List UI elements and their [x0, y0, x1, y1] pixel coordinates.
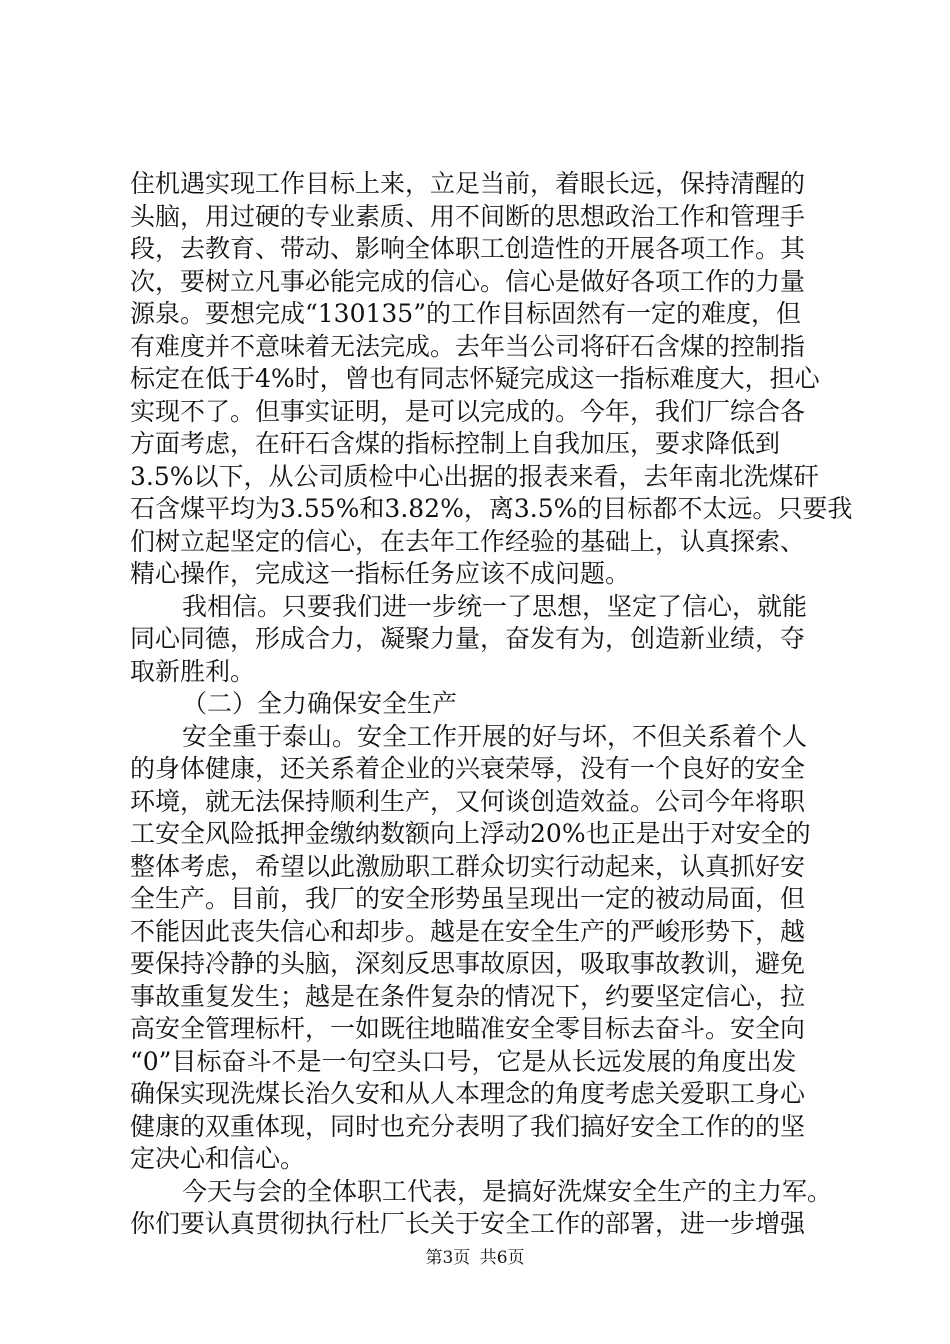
text-line: 环境，就无法保持顺利生产，又何谈创造效益。公司今年将职: [130, 786, 806, 816]
text-line: “0”目标奋斗不是一句空头口号，它是从长远发展的角度出发: [130, 1046, 797, 1076]
text-line: 3.5%以下，从公司质检中心出据的报表来看，去年南北洗煤矸: [130, 461, 819, 491]
body-text: [130, 168, 853, 1241]
page-number: 第3页: [425, 1248, 471, 1268]
text-line: 的身体健康，还关系着企业的兴衰荣辱，没有一个良好的安全: [130, 754, 806, 783]
text-line: 高安全管理标杆，一如既往地瞄准安全零目标去奋斗。安全向: [130, 1014, 806, 1043]
text-line: 取新胜利。: [130, 656, 256, 686]
text-line: 标定在低于4%时，曾也有同志怀疑完成这一指标难度大，担心: [130, 364, 820, 393]
text-line: 次，要树立凡事必能完成的信心。信心是做好各项工作的力量: [130, 266, 806, 296]
text-line: （二）全力确保安全生产: [182, 689, 458, 718]
text-line: 精心操作，完成这一指标任务应该不成问题。: [130, 559, 631, 588]
text-line: 今天与会的全体职工代表，是搞好洗煤安全生产的主力军。: [182, 1176, 833, 1206]
text-line: 整体考虑，希望以此激励职工群众切实行动起来，认真抓好安: [130, 851, 806, 881]
text-line: 同心同德，形成合力，凝聚力量，奋发有为，创造新业绩，夺: [130, 624, 806, 653]
text-line: 你们要认真贯彻执行杜厂长关于安全工作的部署，进一步增强: [130, 1209, 806, 1238]
page-total: 共6页: [479, 1248, 525, 1268]
text-line: 健康的双重体现，同时也充分表明了我们搞好安全工作的的坚: [130, 1111, 806, 1141]
text-line: 头脑，用过硬的专业素质、用不间断的思想政治工作和管理手: [130, 201, 806, 231]
text-line: 段，去教育、带动、影响全体职工创造性的开展各项工作。其: [130, 234, 806, 263]
text-line: 石含煤平均为3.55%和3.82%，离3.5%的目标都不太远。只要我: [130, 494, 853, 523]
text-line: 要保持冷静的头脑，深刻反思事故原因，吸取事故教训，避免: [130, 949, 806, 978]
text-line: 们树立起坚定的信心，在去年工作经验的基础上，认真探索、: [130, 526, 806, 556]
text-line: 住机遇实现工作目标上来，立足当前，着眼长远，保持清醒的: [130, 169, 806, 198]
text-line: 实现不了。但事实证明，是可以完成的。今年，我们厂综合各: [130, 396, 806, 426]
page-footer: [0, 1243, 950, 1268]
text-line: 源泉。要想完成“130135”的工作目标固然有一定的难度，但: [130, 299, 801, 328]
text-line: 确保实现洗煤长治久安和从人本理念的角度考虑关爱职工身心: [130, 1079, 806, 1108]
text-line: 我相信。只要我们进一步统一了思想，坚定了信心，就能: [182, 591, 808, 621]
text-line: 事故重复发生；越是在条件复杂的情况下，约要坚定信心，拉: [130, 981, 806, 1011]
text-line: 定决心和信心。: [130, 1144, 306, 1173]
text-line: 安全重于泰山。安全工作开展的好与坏，不但关系着个人: [182, 721, 808, 751]
text-line: 有难度并不意味着无法完成。去年当公司将矸石含煤的控制指: [130, 331, 806, 361]
text-line: 方面考虑，在矸石含煤的指标控制上自我加压，要求降低到: [130, 429, 781, 458]
text-line: 工安全风险抵押金缴纳数额向上浮动20%也正是出于对安全的: [130, 819, 811, 848]
text-line: 全生产。目前，我厂的安全形势虽呈现出一定的被动局面，但: [130, 884, 806, 913]
text-line: 不能因此丧失信心和却步。越是在安全生产的严峻形势下，越: [130, 916, 806, 946]
